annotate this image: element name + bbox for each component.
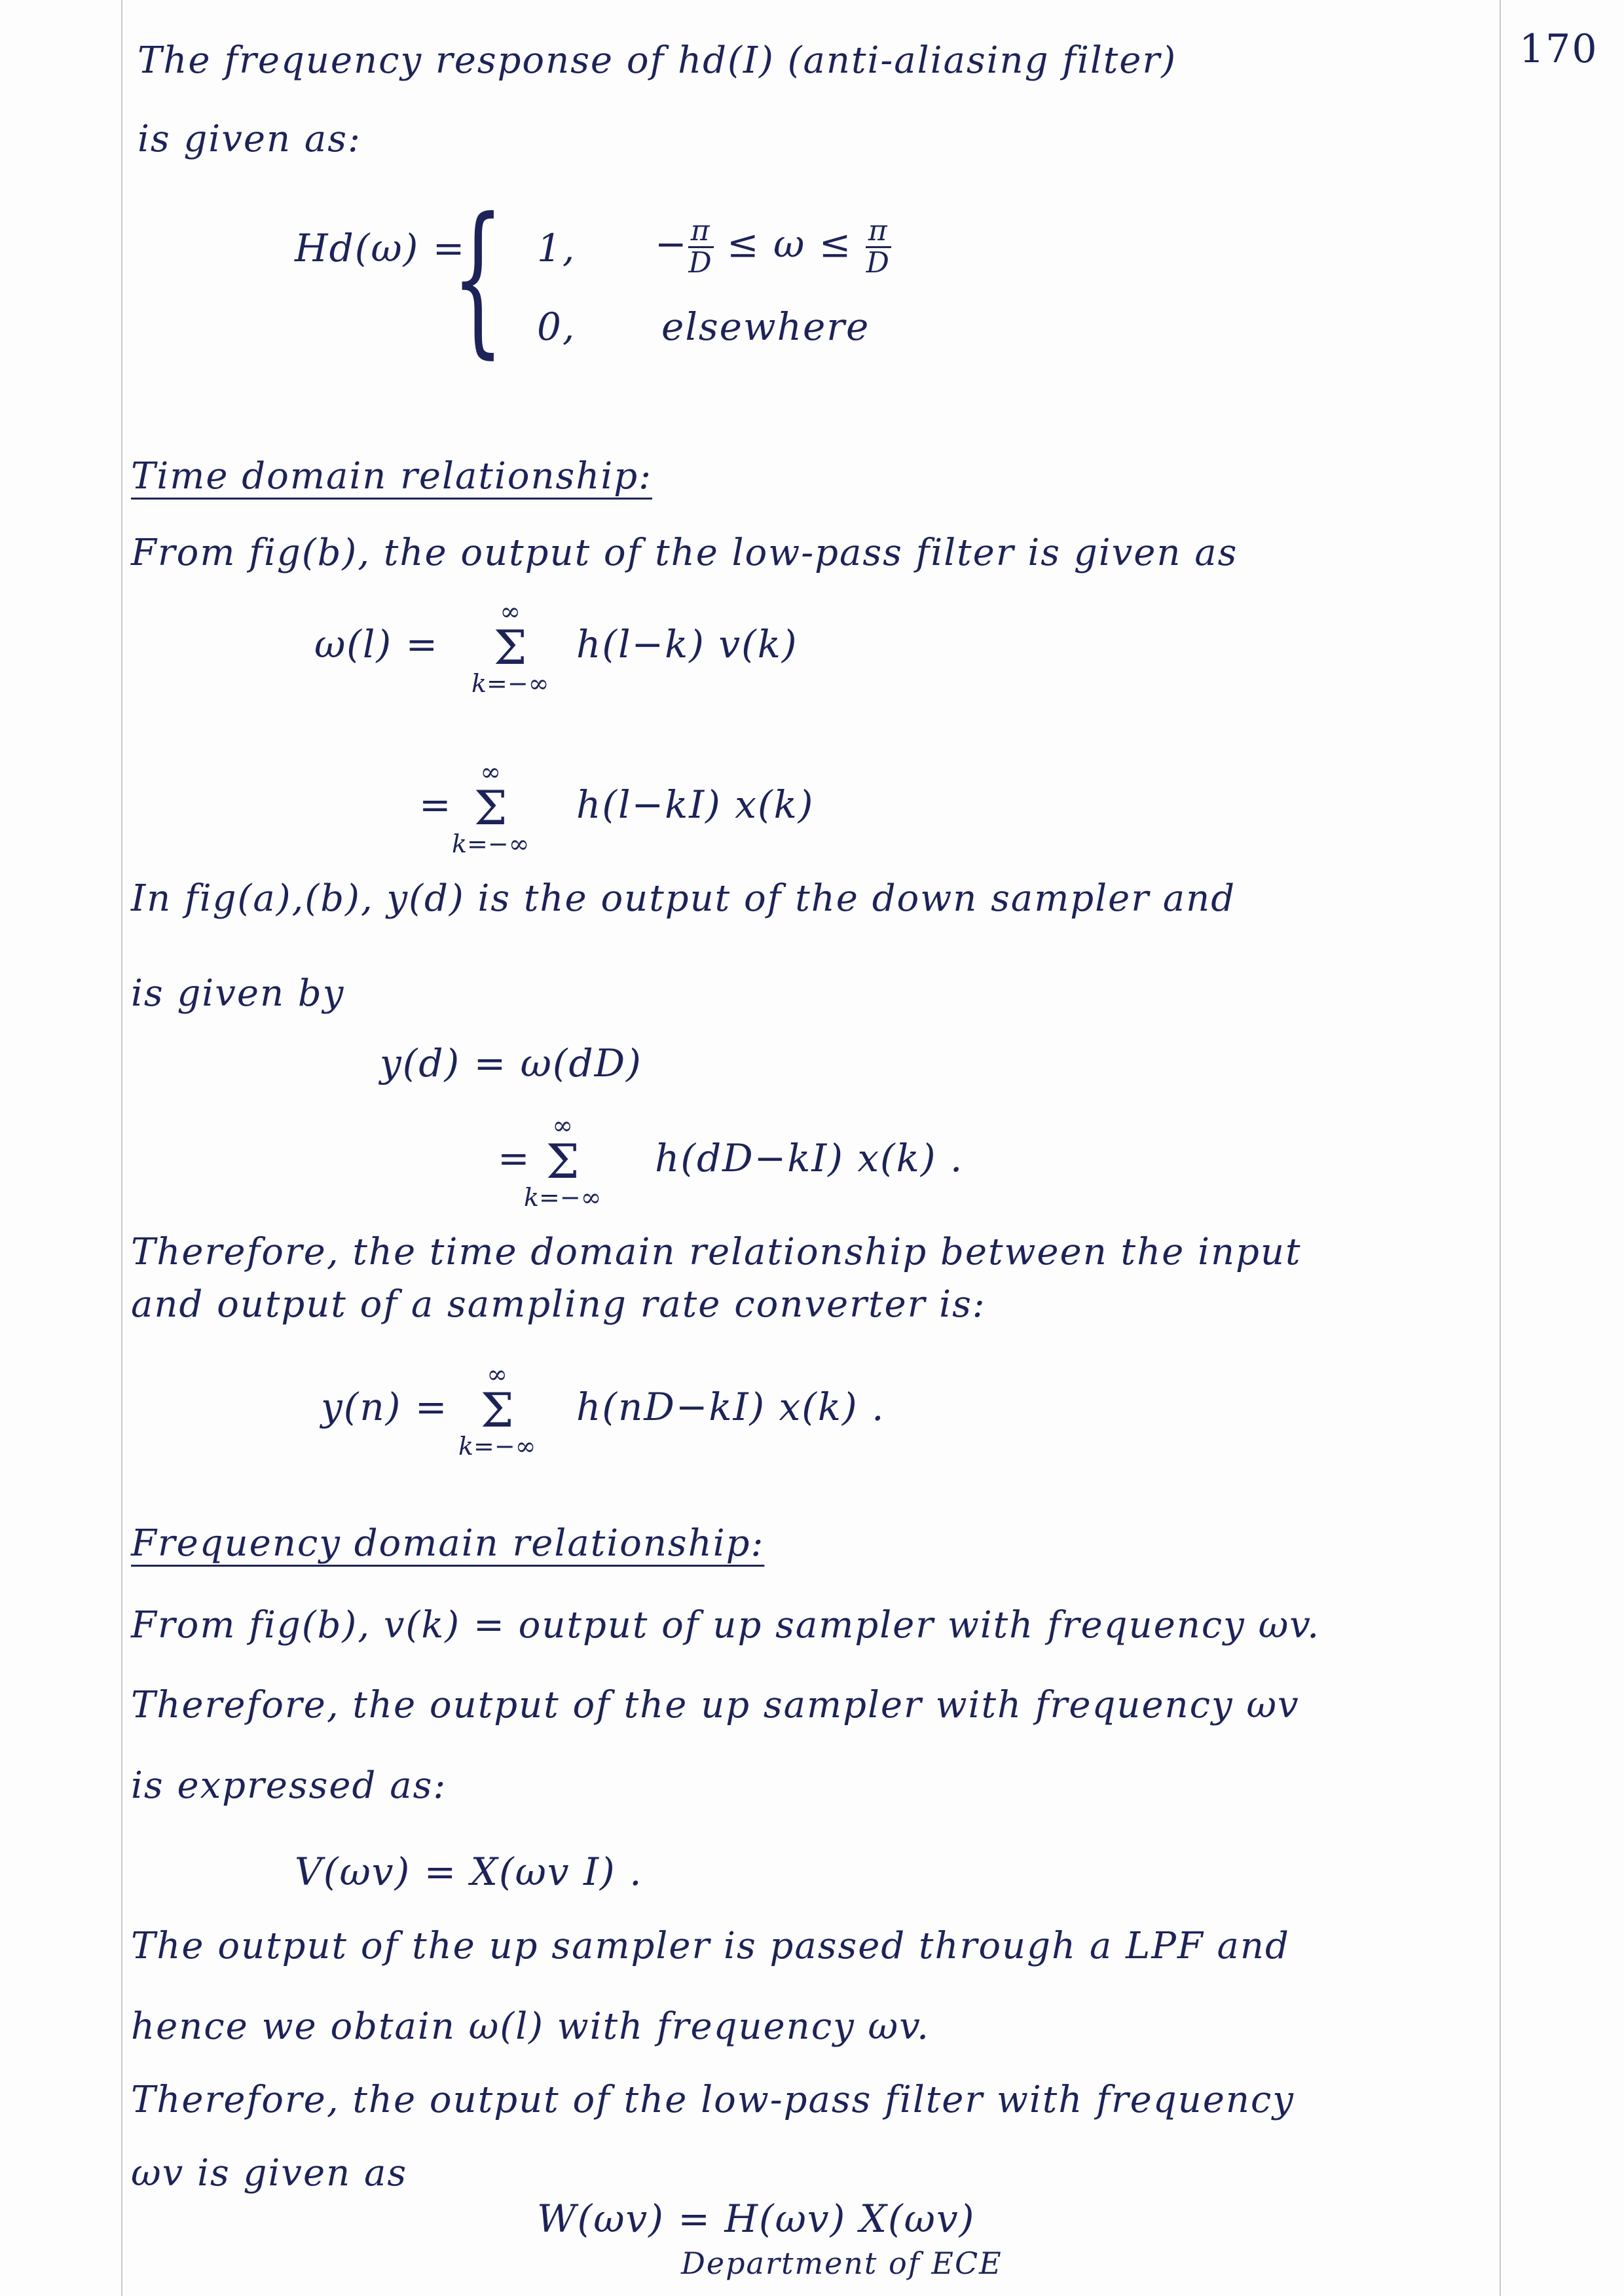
- summation-symbol: ∞ Σ k=−∞: [524, 1111, 602, 1212]
- eq1-rhs: h(l−k) v(k): [576, 622, 798, 666]
- eq4-lhs: =: [498, 1136, 531, 1180]
- eq5-rhs: h(nD−kI) x(k) .: [576, 1385, 885, 1429]
- summation-symbol: ∞ Σ k=−∞: [452, 757, 530, 858]
- frequency-eq-2: W(ωv) = H(ωv) X(ωv): [537, 2196, 976, 2241]
- time-domain-heading: Time domain relationship:: [131, 455, 652, 498]
- time-domain-line-4: Therefore, the time domain relationship between the input: [131, 1231, 1302, 1273]
- summation-symbol: ∞ Σ k=−∞: [458, 1360, 536, 1461]
- time-domain-line-5: and output of a sampling rate converter is:: [131, 1283, 986, 1326]
- summation-symbol: ∞ Σ k=−∞: [471, 597, 549, 698]
- hd-case2-value: 0,: [537, 304, 576, 349]
- hd-case1-value: 1,: [537, 226, 576, 270]
- eq3: y(d) = ω(dD): [380, 1041, 642, 1085]
- frequency-domain-line-3: is expressed as:: [131, 1764, 447, 1807]
- fraction-pi-over-d: $\frac{\pi}{D}$: [688, 214, 713, 280]
- time-domain-line-1: From fig(b), the output of the low-pass filter is given as: [131, 532, 1238, 574]
- eq2-rhs: h(l−kI) x(k): [576, 782, 815, 827]
- piecewise-brace: {: [452, 183, 504, 373]
- frequency-domain-line-6: Therefore, the output of the low-pass filter with frequency: [131, 2079, 1295, 2121]
- minus-sign: −: [655, 221, 688, 266]
- eq2-lhs: =: [419, 782, 452, 827]
- intro-line-1: The frequency response of hd(I) (anti-aliasing filter): [138, 39, 1177, 82]
- footer-department: Department of ECE: [681, 2246, 1003, 2281]
- frequency-domain-line-1: From fig(b), v(k) = output of up sampler with frequency ωv.: [131, 1604, 1321, 1647]
- frequency-domain-line-2: Therefore, the output of the up sampler with frequency ωv: [131, 1684, 1300, 1726]
- intro-line-2: is given as:: [138, 118, 361, 160]
- frequency-domain-line-4: The output of the up sampler is passed through a LPF and: [131, 1925, 1290, 1967]
- eq5-lhs: y(n) =: [321, 1385, 449, 1429]
- page-number: 170: [1519, 26, 1598, 72]
- hd-case2-condition: elsewhere: [661, 304, 870, 349]
- left-margin-line: [121, 0, 122, 2296]
- frequency-domain-line-5: hence we obtain ω(l) with frequency ωv.: [131, 2005, 930, 2048]
- frequency-domain-line-7: ωv is given as: [131, 2152, 408, 2195]
- hd-case1-condition: [655, 216, 891, 278]
- eq1-lhs: ω(l) =: [314, 622, 439, 666]
- eq4-rhs: h(dD−kI) x(k) .: [655, 1136, 964, 1180]
- hd-eq-lhs: Hd(ω) =: [295, 226, 466, 270]
- fraction-pi-over-d: $\frac{\pi}{D}$: [866, 214, 891, 280]
- time-domain-line-3: is given by: [131, 972, 345, 1015]
- frequency-eq-1: V(ωv) = X(ωv I) .: [295, 1850, 643, 1894]
- frequency-domain-heading: Frequency domain relationship:: [131, 1522, 765, 1565]
- time-domain-line-2: In fig(a),(b), y(d) is the output of the down sampler and: [131, 877, 1236, 920]
- right-margin-line: [1500, 0, 1501, 2296]
- condition-middle: ≤ ω ≤: [726, 221, 853, 266]
